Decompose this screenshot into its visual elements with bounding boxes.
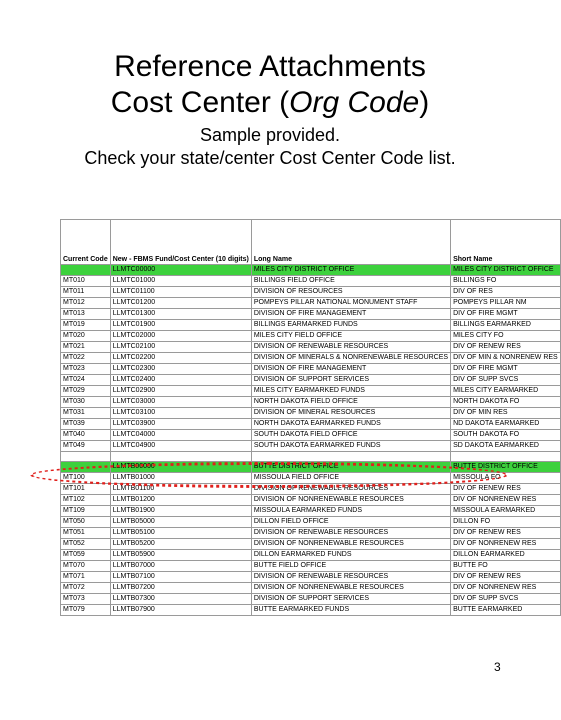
cell-long-name: MILES CITY FIELD OFFICE: [251, 331, 450, 342]
cell-current-code: MT023: [61, 364, 111, 375]
cell-current-code: MT029: [61, 386, 111, 397]
table-row: [61, 397, 561, 408]
table-row: [61, 342, 561, 353]
cell-long-name: DIVISION OF FIRE MANAGEMENT: [251, 364, 450, 375]
cell-new-code: LLMTB01000: [110, 473, 251, 484]
cell-current-code: MT024: [61, 375, 111, 386]
cell-long-name: NORTH DAKOTA EARMARKED FUNDS: [251, 419, 450, 430]
cell-short-name: NORTH DAKOTA FO: [451, 397, 561, 408]
table-row: [61, 539, 561, 550]
spacer-row: [61, 452, 561, 462]
cell-new-code: LLMTC04000: [110, 430, 251, 441]
cell-new-code: LLMTB00000: [110, 462, 251, 473]
table-row: [61, 364, 561, 375]
cell-short-name: DILLON EARMARKED: [451, 550, 561, 561]
cell-long-name: DILLON FIELD OFFICE: [251, 517, 450, 528]
cell-new-code: LLMTC01100: [110, 287, 251, 298]
cell-current-code: MT040: [61, 430, 111, 441]
cell-current-code: MT072: [61, 583, 111, 594]
cell-new-code: LLMTB05000: [110, 517, 251, 528]
cell-long-name: BILLINGS FIELD OFFICE: [251, 276, 450, 287]
cell-long-name: DIVISION OF NONRENEWABLE RESOURCES: [251, 539, 450, 550]
cell-current-code: MT020: [61, 331, 111, 342]
table-row: [61, 441, 561, 452]
cell-current-code: MT059: [61, 550, 111, 561]
cell-short-name: MILES CITY DISTRICT OFFICE: [451, 265, 561, 276]
page-number: 3: [494, 660, 501, 674]
cell-short-name: DILLON FO: [451, 517, 561, 528]
cell-new-code: LLMTB07000: [110, 561, 251, 572]
cell-new-code: LLMTC01300: [110, 309, 251, 320]
cell-new-code: LLMTC02000: [110, 331, 251, 342]
cell-long-name: DIVISION OF NONRENEWABLE RESOURCES: [251, 583, 450, 594]
highlight-oval: [30, 462, 508, 488]
cell-long-name: SOUTH DAKOTA FIELD OFFICE: [251, 430, 450, 441]
cell-short-name: DIV OF NONRENEW RES: [451, 495, 561, 506]
cell-current-code: MT021: [61, 342, 111, 353]
table-row: [61, 528, 561, 539]
header-new-code: New - FBMS Fund/Cost Center (10 digits): [110, 220, 251, 265]
cell-short-name: SOUTH DAKOTA FO: [451, 430, 561, 441]
cell-long-name: SOUTH DAKOTA EARMARKED FUNDS: [251, 441, 450, 452]
cell-short-name: BUTTE DISTRICT OFFICE: [451, 462, 561, 473]
cell-long-name: BILLINGS EARMARKED FUNDS: [251, 320, 450, 331]
cell-new-code: LLMTB05200: [110, 539, 251, 550]
cell-long-name: MILES CITY EARMARKED FUNDS: [251, 386, 450, 397]
cell-long-name: POMPEYS PILLAR NATIONAL MONUMENT STAFF: [251, 298, 450, 309]
cell-current-code: MT073: [61, 594, 111, 605]
spacer-cell: [251, 452, 450, 462]
cell-short-name: BILLINGS EARMARKED: [451, 320, 561, 331]
header-short-name: Short Name: [451, 220, 561, 265]
cell-new-code: LLMTB01200: [110, 495, 251, 506]
cell-long-name: BUTTE EARMARKED FUNDS: [251, 605, 450, 616]
cell-short-name: DIV OF RENEW RES: [451, 484, 561, 495]
cell-new-code: LLMTC02900: [110, 386, 251, 397]
cell-current-code: MT051: [61, 528, 111, 539]
cell-long-name: DIVISION OF RENEWABLE RESOURCES: [251, 528, 450, 539]
cell-current-code: MT050: [61, 517, 111, 528]
cell-new-code: LLMTB05900: [110, 550, 251, 561]
table-row: [61, 287, 561, 298]
slide-title-line2: [0, 86, 540, 120]
table-row: [61, 408, 561, 419]
table-row: [61, 331, 561, 342]
cell-long-name: DIVISION OF SUPPORT SERVICES: [251, 594, 450, 605]
table-row: [61, 430, 561, 441]
table-row: [61, 265, 561, 276]
cell-short-name: DIV OF SUPP SVCS: [451, 594, 561, 605]
cell-short-name: DIV OF NONRENEW RES: [451, 583, 561, 594]
cell-short-name: BILLINGS FO: [451, 276, 561, 287]
cell-new-code: LLMTB01100: [110, 484, 251, 495]
title-prefix: Cost Center (: [110, 86, 290, 119]
cell-short-name: DIV OF RES: [451, 287, 561, 298]
cell-long-name: DIVISION OF RESOURCES: [251, 287, 450, 298]
cell-long-name: NORTH DAKOTA FIELD OFFICE: [251, 397, 450, 408]
table-row: [61, 561, 561, 572]
cell-current-code: MT011: [61, 287, 111, 298]
header-long-name: Long Name: [251, 220, 450, 265]
cell-new-code: LLMTB07300: [110, 594, 251, 605]
cell-new-code: LLMTC01200: [110, 298, 251, 309]
cell-short-name: DIV OF NONRENEW RES: [451, 539, 561, 550]
cell-long-name: DIVISION OF RENEWABLE RESOURCES: [251, 572, 450, 583]
cell-short-name: DIV OF MIN & NONRENEW RES: [451, 353, 561, 364]
cell-new-code: LLMTC01900: [110, 320, 251, 331]
cell-short-name: MISSOULA EARMARKED: [451, 506, 561, 517]
cell-current-code: MT100: [61, 473, 111, 484]
cell-current-code: MT070: [61, 561, 111, 572]
cell-current-code: MT109: [61, 506, 111, 517]
cell-new-code: LLMTC02300: [110, 364, 251, 375]
slide-title-line1: Reference Attachments: [114, 50, 426, 83]
cell-current-code: MT102: [61, 495, 111, 506]
table-row: [61, 375, 561, 386]
cell-short-name: BUTTE FO: [451, 561, 561, 572]
table-row: [61, 276, 561, 287]
cell-new-code: LLMTC00000: [110, 265, 251, 276]
cell-current-code: MT019: [61, 320, 111, 331]
table-row: [61, 320, 561, 331]
cell-new-code: LLMTC03100: [110, 408, 251, 419]
cell-short-name: DIV OF RENEW RES: [451, 342, 561, 353]
table-row: [61, 298, 561, 309]
cell-new-code: LLMTC02200: [110, 353, 251, 364]
cell-short-name: DIV OF RENEW RES: [451, 528, 561, 539]
cell-current-code: MT079: [61, 605, 111, 616]
table-row: [61, 583, 561, 594]
cell-short-name: MISSOULA FO: [451, 473, 561, 484]
table-row: [61, 495, 561, 506]
table-row: [61, 594, 561, 605]
cell-long-name: BUTTE FIELD OFFICE: [251, 561, 450, 572]
cell-long-name: DIVISION OF SUPPORT SERVICES: [251, 375, 450, 386]
cell-short-name: DIV OF MIN RES: [451, 408, 561, 419]
cell-current-code: MT039: [61, 419, 111, 430]
cell-current-code: MT012: [61, 298, 111, 309]
cell-new-code: LLMTC01000: [110, 276, 251, 287]
table-body: [61, 265, 561, 616]
cell-current-code: MT013: [61, 309, 111, 320]
cell-new-code: LLMTC02100: [110, 342, 251, 353]
spacer-cell: [61, 452, 111, 462]
cell-current-code: MT101: [61, 484, 111, 495]
cell-long-name: DIVISION OF FIRE MANAGEMENT: [251, 309, 450, 320]
cell-current-code: MT010: [61, 276, 111, 287]
subtitle-line1: Sample provided.: [199, 125, 341, 145]
cell-long-name: DIVISION OF NONRENEWABLE RESOURCES: [251, 495, 450, 506]
cell-short-name: DIV OF FIRE MGMT: [451, 364, 561, 375]
cell-long-name: BUTTE DISTRICT OFFICE: [251, 462, 450, 473]
cell-long-name: MISSOULA EARMARKED FUNDS: [251, 506, 450, 517]
cell-new-code: LLMTC03000: [110, 397, 251, 408]
cell-short-name: DIV OF RENEW RES: [451, 572, 561, 583]
cell-new-code: LLMTB07900: [110, 605, 251, 616]
cell-long-name: MISSOULA FIELD OFFICE: [251, 473, 450, 484]
cell-new-code: LLMTC02400: [110, 375, 251, 386]
cell-current-code: [61, 265, 111, 276]
cell-short-name: POMPEYS PILLAR NM: [451, 298, 561, 309]
title-italic: Org Code: [289, 86, 420, 119]
cell-long-name: DILLON EARMARKED FUNDS: [251, 550, 450, 561]
table-row: [61, 309, 561, 320]
table-row: [61, 506, 561, 517]
cell-long-name: DIVISION OF MINERAL RESOURCES: [251, 408, 450, 419]
title-suffix: ): [419, 86, 430, 119]
table-row: [61, 419, 561, 430]
cell-new-code: LLMTB01900: [110, 506, 251, 517]
cell-short-name: MILES CITY FO: [451, 331, 561, 342]
cell-short-name: MILES CITY EARMARKED: [451, 386, 561, 397]
table-row: [61, 517, 561, 528]
cell-short-name: SD DAKOTA EARMARKED: [451, 441, 561, 452]
cell-current-code: MT022: [61, 353, 111, 364]
cell-current-code: MT031: [61, 408, 111, 419]
table-row: [61, 550, 561, 561]
cell-short-name: DIV OF FIRE MGMT: [451, 309, 561, 320]
cell-long-name: MILES CITY DISTRICT OFFICE: [251, 265, 450, 276]
cell-long-name: DIVISION OF MINERALS & NONRENEWABLE RESOURCES: [251, 353, 450, 364]
table-row: [61, 605, 561, 616]
cost-center-table: [60, 219, 561, 616]
table-row: [61, 572, 561, 583]
cell-long-name: DIVISION OF RENEWABLE RESOURCES: [251, 484, 450, 495]
spacer-cell: [451, 452, 561, 462]
cell-short-name: DIV OF SUPP SVCS: [451, 375, 561, 386]
table-row: [61, 353, 561, 364]
subtitle-line2: Check your state/center Cost Center Code list.: [84, 148, 456, 168]
cell-short-name: ND DAKOTA EARMARKED: [451, 419, 561, 430]
header-current-code: Current Code: [61, 220, 111, 265]
table-row: [61, 386, 561, 397]
cell-short-name: BUTTE EARMARKED: [451, 605, 561, 616]
cell-current-code: MT049: [61, 441, 111, 452]
cell-current-code: MT071: [61, 572, 111, 583]
cell-new-code: LLMTB07100: [110, 572, 251, 583]
spacer-cell: [110, 452, 251, 462]
cell-new-code: LLMTB05100: [110, 528, 251, 539]
cell-new-code: LLMTC04900: [110, 441, 251, 452]
cell-current-code: MT030: [61, 397, 111, 408]
cell-current-code: MT052: [61, 539, 111, 550]
table-header-row: [61, 220, 561, 265]
cell-new-code: LLMTC03900: [110, 419, 251, 430]
cell-new-code: LLMTB07200: [110, 583, 251, 594]
cell-long-name: DIVISION OF RENEWABLE RESOURCES: [251, 342, 450, 353]
